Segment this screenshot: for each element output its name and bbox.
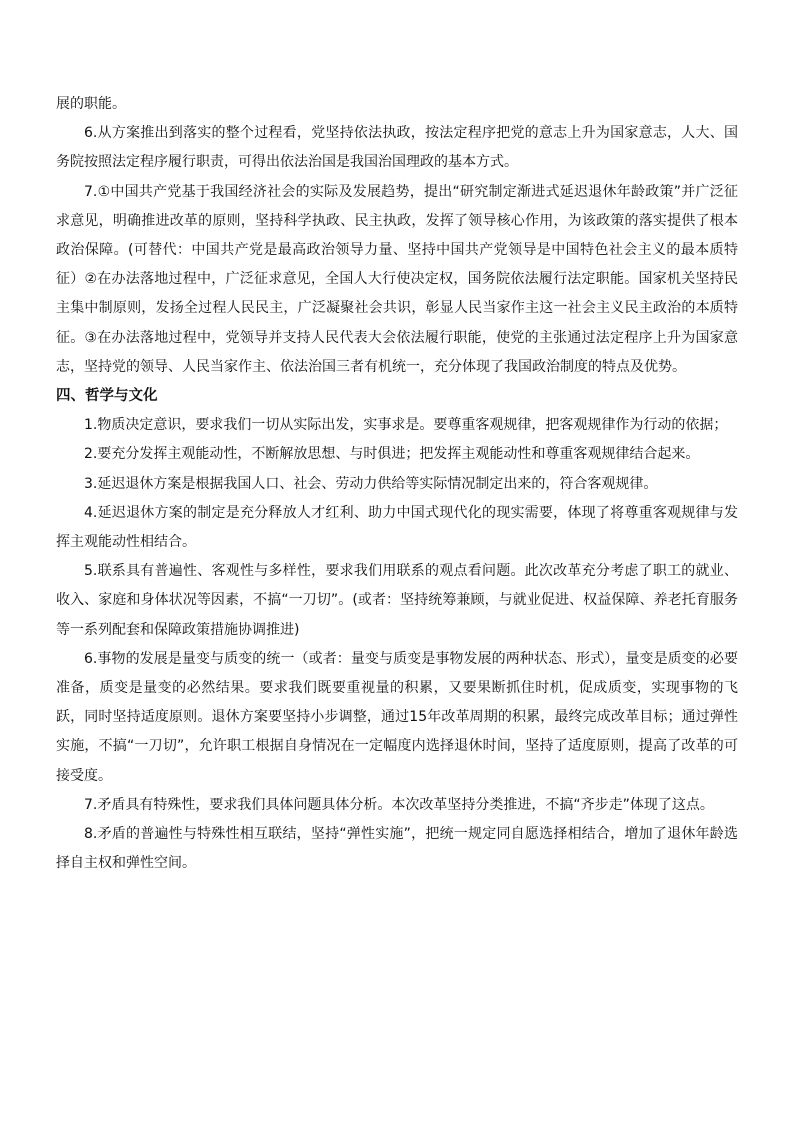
page-content: [56, 90, 738, 878]
list-item-2: 2.要充分发挥主观能动性，不断解放思想、与时俱进；把发挥主观能动性和尊重客观规律结合起来。: [84, 446, 700, 463]
list-item-6: 6.事物的发展是量变与质变的统一（或者：量变与质变是事物发展的两种状态、形式），量变是质变的必要准备，质变是量变的必然结果。要求我们既要重视量的积累，又要果断抓住时机，促成质变，实现事物的飞跃，同时坚持适度原则。退休方案要坚持小步调整，通过15年改革周期的积累，最终完成改革目标；通过弹性实施，不搞“一刀切”，允许职工根据自身情况在一定幅度内选择退休时间，坚持了适度原则，提高了改革的可接受度。: [56, 650, 738, 784]
list-item-7: 7.矛盾具有特殊性，要求我们具体问题具体分析。本次改革坚持分类推进，不搞“齐步走”体现了这点。: [84, 796, 714, 813]
list-item-4: 4.延迟退休方案的制定是充分释放人才红利、助力中国式现代化的现实需要，体现了将尊重客观规律与发挥主观能动性相结合。: [56, 504, 738, 551]
list-item-3: 3.延迟退休方案是根据我国人口、社会、劳动力供给等实际情况制定出来的，符合客观规律。: [84, 475, 658, 492]
section-heading-philosophy-culture: 四、哲学与文化: [56, 388, 158, 405]
paragraph-part3-item-6: 6.从方案推出到落实的整个过程看，党坚持依法执政，按法定程序把党的意志上升为国家意志，人大、国务院按照法定程序履行职责，可得出依法治国是我国治国理政的基本方式。: [56, 125, 738, 171]
list-item-1: 1.物质决定意识，要求我们一切从实际出发，实事求是。要尊重客观规律，把客观规律作为行动的依据；: [84, 417, 728, 434]
list-item-5: 5.联系具有普遍性、客观性与多样性，要求我们用联系的观点看问题。此次改革充分考虑了职工的就业、收入、家庭和身体状况等因素，不搞“一刀切”。(或者：坚持统筹兼顾，与就业促进、权益保障、养老托育服务等一系列配套和保障政策措施协调推进): [56, 563, 738, 638]
paragraph-part3-item-7: 7.①中国共产党基于我国经济社会的实际及发展趋势，提出“研究制定渐进式延迟退休年龄政策”并广泛征求意见，明确推进改革的原则，坚持科学执政、民主执政，发挥了领导核心作用，为该政策的落实提供了根本政治保障。(可替代：中国共产党是最高政治领导力量、坚持中国共产党领导是中国特色社会主义的最本质特征）②在办法落地过程中，广泛征求意见，全国人大行使决定权，国务院依法履行法定职能。国家机关坚持民主集中制原则，发扬全过程人民民主，广泛凝聚社会共识，彰显人民当家作主这一社会主义民主政治的本质特征。③在办法落地过程中，党领导并支持人民代表大会依法履行职能，使党的主张通过法定程序上升为国家意志，坚持党的领导、人民当家作主、依法治国三者有机统一，充分体现了我国政治制度的特点及优势。: [56, 183, 738, 375]
list-item-8: 8.矛盾的普遍性与特殊性相互联结，坚持“弹性实施”，把统一规定同自愿选择相结合，增加了退休年龄选择自主权和弹性空间。: [56, 826, 738, 872]
paragraph-part3-tail: 展的职能。: [56, 96, 126, 112]
